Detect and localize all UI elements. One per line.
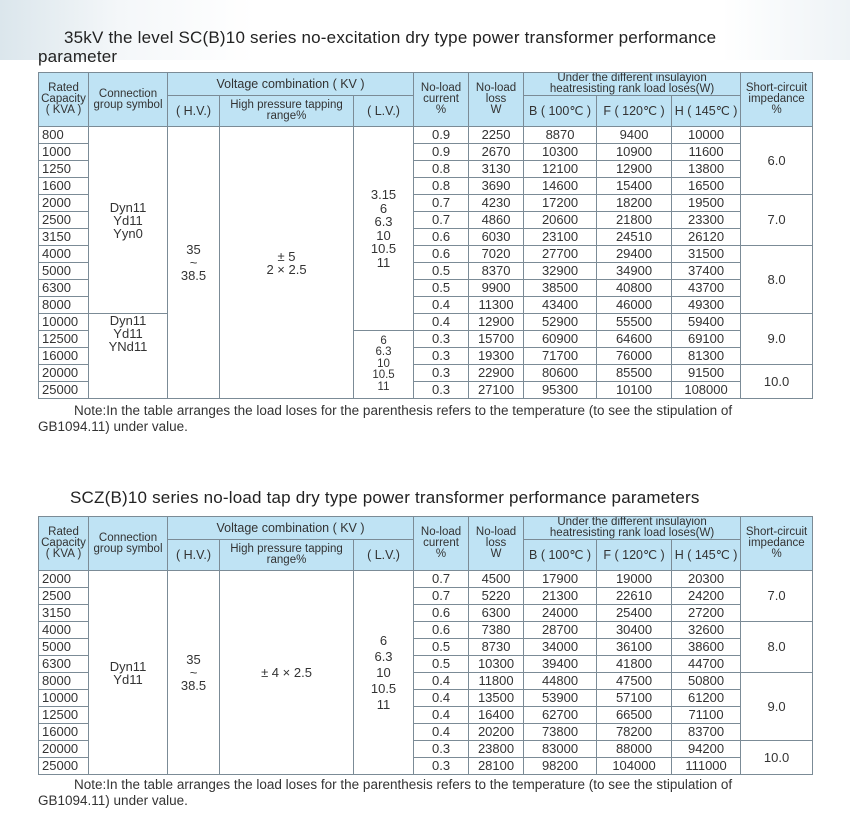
f-loss-cell: 15400 (597, 178, 672, 195)
table-row (39, 314, 813, 331)
table2-scz-b10 (38, 516, 813, 775)
capacity-cell: 20000 (39, 741, 89, 758)
noload-loss-cell: 12900 (469, 314, 524, 331)
header-hv: ( H.V.) (168, 96, 220, 127)
capacity-cell: 2000 (39, 571, 89, 588)
h-loss-cell: 91500 (672, 365, 741, 382)
b-loss-cell: 43400 (524, 297, 597, 314)
noload-current-cell: 0.3 (414, 365, 469, 382)
connection-group-1: Dyn11 Yd11 Yyn0 (89, 127, 168, 314)
impedance-cell: 8.0 (741, 246, 813, 314)
capacity-cell: 16000 (39, 348, 89, 365)
f-loss-cell: 64600 (597, 331, 672, 348)
f-loss-cell: 41800 (597, 656, 672, 673)
header-short-circuit: Short-circuit impedance % (741, 517, 813, 571)
impedance-cell: 8.0 (741, 622, 813, 673)
header-b-100: B ( 100℃ ) (524, 540, 597, 571)
capacity-cell: 3150 (39, 229, 89, 246)
header-connection-group: Connection group symbol (89, 73, 168, 127)
capacity-cell: 10000 (39, 314, 89, 331)
noload-current-cell: 0.3 (414, 331, 469, 348)
b-loss-cell: 39400 (524, 656, 597, 673)
noload-current-cell: 0.8 (414, 178, 469, 195)
h-loss-cell: 10000 (672, 127, 741, 144)
table1-sc-b10 (38, 72, 813, 399)
b-loss-cell: 17200 (524, 195, 597, 212)
b-loss-cell: 27700 (524, 246, 597, 263)
capacity-cell: 2500 (39, 588, 89, 605)
noload-current-cell: 0.4 (414, 673, 469, 690)
capacity-cell: 3150 (39, 605, 89, 622)
b-loss-cell: 98200 (524, 758, 597, 775)
impedance-cell: 6.0 (741, 127, 813, 195)
f-loss-cell: 55500 (597, 314, 672, 331)
f-loss-cell: 18200 (597, 195, 672, 212)
noload-loss-cell: 22900 (469, 365, 524, 382)
header-load-losses: Under the different insulayion heatresisting rank load loses(W) (524, 517, 741, 540)
capacity-cell: 8000 (39, 297, 89, 314)
noload-current-cell: 0.4 (414, 707, 469, 724)
b-loss-cell: 21300 (524, 588, 597, 605)
header-short-circuit: Short-circuit impedance % (741, 73, 813, 127)
f-loss-cell: 10900 (597, 144, 672, 161)
b-loss-cell: 83000 (524, 741, 597, 758)
h-loss-cell: 71100 (672, 707, 741, 724)
b-loss-cell: 95300 (524, 382, 597, 399)
f-loss-cell: 46000 (597, 297, 672, 314)
f-loss-cell: 85500 (597, 365, 672, 382)
header-noload-loss: No-load loss W (469, 73, 524, 127)
h-loss-cell: 69100 (672, 331, 741, 348)
f-loss-cell: 76000 (597, 348, 672, 365)
capacity-cell: 5000 (39, 263, 89, 280)
header-rated-capacity: Rated Capacity ( KVA ) (39, 517, 89, 571)
table-row (39, 571, 813, 588)
f-loss-cell: 21800 (597, 212, 672, 229)
capacity-cell: 25000 (39, 382, 89, 399)
h-loss-cell: 38600 (672, 639, 741, 656)
noload-current-cell: 0.3 (414, 758, 469, 775)
header-h-145: H ( 145℃ ) (672, 96, 741, 127)
header-voltage-combination: Voltage combination ( KV ) (168, 73, 414, 96)
noload-loss-cell: 10300 (469, 656, 524, 673)
impedance-cell: 10.0 (741, 365, 813, 399)
table1-title-line2: parameter (38, 47, 118, 66)
h-loss-cell: 16500 (672, 178, 741, 195)
h-loss-cell: 26120 (672, 229, 741, 246)
lv-values-1: 3.15 6 6.3 10 10.5 11 (354, 127, 414, 331)
noload-current-cell: 0.9 (414, 144, 469, 161)
noload-loss-cell: 4860 (469, 212, 524, 229)
table-row (39, 127, 813, 144)
h-loss-cell: 61200 (672, 690, 741, 707)
b-loss-cell: 23100 (524, 229, 597, 246)
noload-loss-cell: 4230 (469, 195, 524, 212)
noload-loss-cell: 6030 (469, 229, 524, 246)
b-loss-cell: 44800 (524, 673, 597, 690)
b-loss-cell: 20600 (524, 212, 597, 229)
noload-loss-cell: 8370 (469, 263, 524, 280)
b-loss-cell: 53900 (524, 690, 597, 707)
table2-title: SCZ(B)10 series no-load tap dry type power transformer performance parameters (70, 488, 700, 507)
header-rated-capacity: Rated Capacity ( KVA ) (39, 73, 89, 127)
h-loss-cell: 50800 (672, 673, 741, 690)
impedance-cell: 7.0 (741, 195, 813, 246)
impedance-cell: 7.0 (741, 571, 813, 622)
h-loss-cell: 20300 (672, 571, 741, 588)
table1-title: 35kV the level SC(B)10 series no-excitation dry type power transformer performance (64, 28, 717, 47)
noload-current-cell: 0.3 (414, 348, 469, 365)
noload-current-cell: 0.6 (414, 246, 469, 263)
header-load-losses: Under the different insulayion heatresisting rank load loses(W) (524, 73, 741, 96)
b-loss-cell: 10300 (524, 144, 597, 161)
h-loss-cell: 94200 (672, 741, 741, 758)
h-loss-cell: 27200 (672, 605, 741, 622)
noload-loss-cell: 7020 (469, 246, 524, 263)
f-loss-cell: 57100 (597, 690, 672, 707)
capacity-cell: 12500 (39, 331, 89, 348)
b-loss-cell: 12100 (524, 161, 597, 178)
capacity-cell: 20000 (39, 365, 89, 382)
noload-current-cell: 0.5 (414, 656, 469, 673)
f-loss-cell: 25400 (597, 605, 672, 622)
h-loss-cell: 19500 (672, 195, 741, 212)
noload-loss-cell: 9900 (469, 280, 524, 297)
f-loss-cell: 22610 (597, 588, 672, 605)
table1-note: Note:In the table arranges the load loses for the parenthesis refers to the temperature (to see the stipulation of GB1094.11) under value. (38, 403, 733, 434)
noload-loss-cell: 28100 (469, 758, 524, 775)
noload-loss-cell: 16400 (469, 707, 524, 724)
header-noload-loss: No-load loss W (469, 517, 524, 571)
capacity-cell: 800 (39, 127, 89, 144)
lv-values: 6 6.3 10 10.5 11 (354, 571, 414, 775)
capacity-cell: 2000 (39, 195, 89, 212)
noload-current-cell: 0.6 (414, 605, 469, 622)
b-loss-cell: 24000 (524, 605, 597, 622)
capacity-cell: 8000 (39, 673, 89, 690)
noload-loss-cell: 2250 (469, 127, 524, 144)
table2-note: Note:In the table arranges the load loses for the parenthesis refers to the temperature (to see the stipulation of GB1094.11) under value. (38, 777, 733, 808)
capacity-cell: 2500 (39, 212, 89, 229)
noload-current-cell: 0.5 (414, 639, 469, 656)
h-loss-cell: 111000 (672, 758, 741, 775)
f-loss-cell: 66500 (597, 707, 672, 724)
b-loss-cell: 52900 (524, 314, 597, 331)
header-tapping-range: High pressure tapping range% (220, 96, 354, 127)
noload-current-cell: 0.7 (414, 588, 469, 605)
lv-values-2: 6 6.3 10 10.5 11 (354, 331, 414, 399)
noload-current-cell: 0.5 (414, 263, 469, 280)
b-loss-cell: 14600 (524, 178, 597, 195)
impedance-cell: 9.0 (741, 314, 813, 365)
b-loss-cell: 17900 (524, 571, 597, 588)
noload-loss-cell: 2670 (469, 144, 524, 161)
h-loss-cell: 49300 (672, 297, 741, 314)
tapping-range: ± 4 × 2.5 (220, 571, 354, 775)
capacity-cell: 6300 (39, 280, 89, 297)
f-loss-cell: 9400 (597, 127, 672, 144)
hv-range: 35 ~ 38.5 (168, 571, 220, 775)
noload-current-cell: 0.3 (414, 382, 469, 399)
header-connection-group: Connection group symbol (89, 517, 168, 571)
f-loss-cell: 34900 (597, 263, 672, 280)
noload-loss-cell: 7380 (469, 622, 524, 639)
noload-current-cell: 0.6 (414, 229, 469, 246)
header-tapping-range: High pressure tapping range% (220, 540, 354, 571)
header-noload-current: No-load current % (414, 517, 469, 571)
capacity-cell: 4000 (39, 622, 89, 639)
f-loss-cell: 24510 (597, 229, 672, 246)
capacity-cell: 16000 (39, 724, 89, 741)
b-loss-cell: 60900 (524, 331, 597, 348)
noload-current-cell: 0.3 (414, 741, 469, 758)
noload-loss-cell: 5220 (469, 588, 524, 605)
header-hv: ( H.V.) (168, 540, 220, 571)
noload-loss-cell: 11800 (469, 673, 524, 690)
noload-current-cell: 0.8 (414, 161, 469, 178)
noload-current-cell: 0.6 (414, 622, 469, 639)
h-loss-cell: 83700 (672, 724, 741, 741)
noload-current-cell: 0.9 (414, 127, 469, 144)
noload-loss-cell: 23800 (469, 741, 524, 758)
impedance-cell: 10.0 (741, 741, 813, 775)
capacity-cell: 4000 (39, 246, 89, 263)
b-loss-cell: 38500 (524, 280, 597, 297)
b-loss-cell: 80600 (524, 365, 597, 382)
b-loss-cell: 8870 (524, 127, 597, 144)
b-loss-cell: 62700 (524, 707, 597, 724)
f-loss-cell: 40800 (597, 280, 672, 297)
h-loss-cell: 81300 (672, 348, 741, 365)
h-loss-cell: 32600 (672, 622, 741, 639)
f-loss-cell: 47500 (597, 673, 672, 690)
header-f-120: F ( 120℃ ) (597, 96, 672, 127)
b-loss-cell: 71700 (524, 348, 597, 365)
f-loss-cell: 19000 (597, 571, 672, 588)
b-loss-cell: 73800 (524, 724, 597, 741)
noload-loss-cell: 27100 (469, 382, 524, 399)
h-loss-cell: 59400 (672, 314, 741, 331)
h-loss-cell: 108000 (672, 382, 741, 399)
capacity-cell: 5000 (39, 639, 89, 656)
f-loss-cell: 78200 (597, 724, 672, 741)
hv-range: 35 ~ 38.5 (168, 127, 220, 399)
b-loss-cell: 34000 (524, 639, 597, 656)
capacity-cell: 6300 (39, 656, 89, 673)
capacity-cell: 12500 (39, 707, 89, 724)
capacity-cell: 25000 (39, 758, 89, 775)
connection-group: Dyn11 Yd11 (89, 571, 168, 775)
h-loss-cell: 43700 (672, 280, 741, 297)
header-h-145: H ( 145℃ ) (672, 540, 741, 571)
noload-current-cell: 0.7 (414, 195, 469, 212)
f-loss-cell: 10100 (597, 382, 672, 399)
noload-current-cell: 0.4 (414, 297, 469, 314)
f-loss-cell: 12900 (597, 161, 672, 178)
noload-current-cell: 0.4 (414, 314, 469, 331)
header-f-120: F ( 120℃ ) (597, 540, 672, 571)
noload-loss-cell: 15700 (469, 331, 524, 348)
capacity-cell: 1000 (39, 144, 89, 161)
impedance-cell: 9.0 (741, 673, 813, 741)
noload-loss-cell: 4500 (469, 571, 524, 588)
noload-current-cell: 0.7 (414, 571, 469, 588)
noload-loss-cell: 11300 (469, 297, 524, 314)
header-lv: ( L.V.) (354, 96, 414, 127)
connection-group-2: Dyn11 Yd11 YNd11 (89, 314, 168, 399)
f-loss-cell: 36100 (597, 639, 672, 656)
noload-current-cell: 0.5 (414, 280, 469, 297)
header-lv: ( L.V.) (354, 540, 414, 571)
noload-loss-cell: 20200 (469, 724, 524, 741)
noload-loss-cell: 19300 (469, 348, 524, 365)
h-loss-cell: 13800 (672, 161, 741, 178)
header-b-100: B ( 100℃ ) (524, 96, 597, 127)
header-noload-current: No-load current % (414, 73, 469, 127)
capacity-cell: 1250 (39, 161, 89, 178)
noload-current-cell: 0.4 (414, 690, 469, 707)
f-loss-cell: 29400 (597, 246, 672, 263)
capacity-cell: 10000 (39, 690, 89, 707)
h-loss-cell: 11600 (672, 144, 741, 161)
tapping-range: ± 5 2 × 2.5 (220, 127, 354, 399)
h-loss-cell: 44700 (672, 656, 741, 673)
f-loss-cell: 30400 (597, 622, 672, 639)
noload-loss-cell: 13500 (469, 690, 524, 707)
h-loss-cell: 37400 (672, 263, 741, 280)
h-loss-cell: 31500 (672, 246, 741, 263)
f-loss-cell: 88000 (597, 741, 672, 758)
noload-loss-cell: 6300 (469, 605, 524, 622)
noload-loss-cell: 3130 (469, 161, 524, 178)
noload-loss-cell: 3690 (469, 178, 524, 195)
header-voltage-combination: Voltage combination ( KV ) (168, 517, 414, 540)
noload-current-cell: 0.7 (414, 212, 469, 229)
f-loss-cell: 104000 (597, 758, 672, 775)
noload-current-cell: 0.4 (414, 724, 469, 741)
b-loss-cell: 28700 (524, 622, 597, 639)
noload-loss-cell: 8730 (469, 639, 524, 656)
h-loss-cell: 23300 (672, 212, 741, 229)
h-loss-cell: 24200 (672, 588, 741, 605)
capacity-cell: 1600 (39, 178, 89, 195)
b-loss-cell: 32900 (524, 263, 597, 280)
